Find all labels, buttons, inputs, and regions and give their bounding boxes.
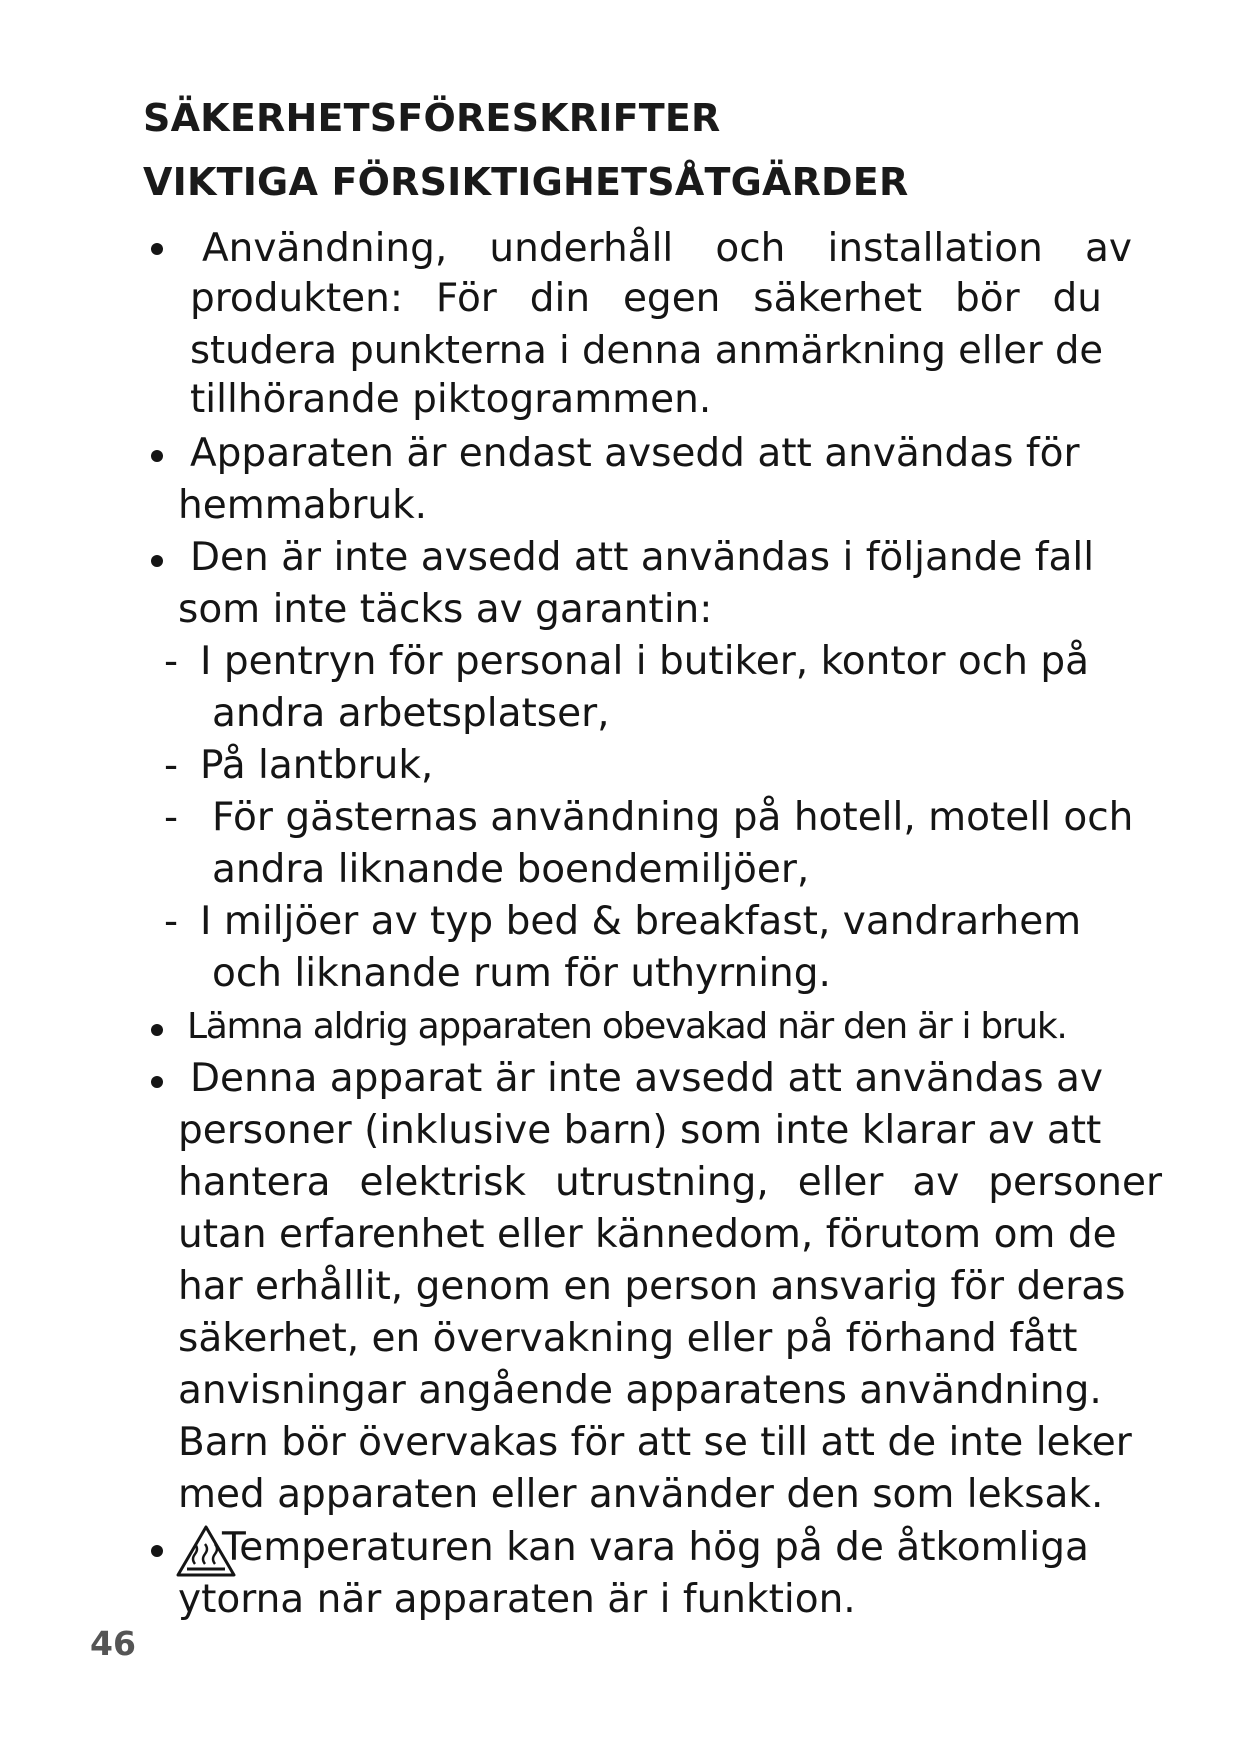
page-number: 46 bbox=[90, 1624, 136, 1663]
bullet-icon bbox=[151, 1024, 163, 1036]
list-item-line: Användning, underhåll och installation av bbox=[202, 226, 1132, 271]
dash-icon: - bbox=[164, 899, 179, 944]
sub-item-line: På lantbruk, bbox=[200, 743, 434, 788]
subsection-title: VIKTIGA FÖRSIKTIGHETSÅTGÄRDER bbox=[143, 160, 909, 204]
list-item-line: produkten: För din egen säkerhet bör du bbox=[190, 276, 1102, 321]
list-item-line: Apparaten är endast avsedd att användas för bbox=[190, 431, 1080, 476]
list-item-line: Denna apparat är inte avsedd att användas av bbox=[190, 1056, 1103, 1101]
dash-icon: - bbox=[164, 639, 179, 684]
bullet-icon bbox=[151, 1076, 163, 1088]
bullet-icon bbox=[151, 1545, 163, 1557]
list-item-line: ytorna när apparaten är i funktion. bbox=[178, 1577, 856, 1622]
section-title: SÄKERHETSFÖRESKRIFTER bbox=[143, 96, 721, 140]
bullet-icon bbox=[151, 450, 163, 462]
list-item-line: Barn bör övervakas för att se till att de inte leker bbox=[178, 1420, 1132, 1465]
list-item-line: anvisningar angående apparatens användning. bbox=[178, 1368, 1102, 1413]
sub-item-line: I miljöer av typ bed & breakfast, vandrarhem bbox=[200, 899, 1082, 944]
sub-item-line: andra arbetsplatser, bbox=[212, 691, 610, 736]
bullet-icon bbox=[151, 243, 163, 255]
list-item-line: med apparaten eller använder den som leksak. bbox=[178, 1472, 1104, 1517]
list-item-line: personer (inklusive barn) som inte klarar av att bbox=[178, 1108, 1102, 1153]
list-item-line: Den är inte avsedd att användas i följande fall bbox=[190, 535, 1095, 580]
list-item-line: hantera elektrisk utrustning, eller av personer bbox=[178, 1160, 1162, 1205]
sub-item-line: För gästernas användning på hotell, motell och bbox=[212, 795, 1134, 840]
list-item-line: hemmabruk. bbox=[178, 483, 428, 528]
dash-icon: - bbox=[164, 743, 179, 788]
bullet-icon bbox=[151, 555, 163, 567]
list-item-line: Temperaturen kan vara hög på de åtkomliga bbox=[222, 1525, 1089, 1570]
list-item-line: som inte täcks av garantin: bbox=[178, 587, 713, 632]
list-item-line: utan erfarenhet eller kännedom, förutom om de bbox=[178, 1212, 1117, 1257]
list-item-line: studera punkterna i denna anmärkning eller de bbox=[190, 328, 1104, 373]
sub-item-line: I pentryn för personal i butiker, kontor och på bbox=[200, 639, 1090, 684]
list-item-line: har erhållit, genom en person ansvarig för deras bbox=[178, 1264, 1126, 1309]
list-item-line: Lämna aldrig apparaten obevakad när den är i bruk. bbox=[187, 1006, 1067, 1047]
sub-item-line: andra liknande boendemiljöer, bbox=[212, 847, 810, 892]
sub-item-line: och liknande rum för uthyrning. bbox=[212, 951, 831, 996]
list-item-line: säkerhet, en övervakning eller på förhand fått bbox=[178, 1316, 1078, 1361]
list-item-line: tillhörande piktogrammen. bbox=[190, 377, 712, 422]
dash-icon: - bbox=[164, 795, 179, 840]
